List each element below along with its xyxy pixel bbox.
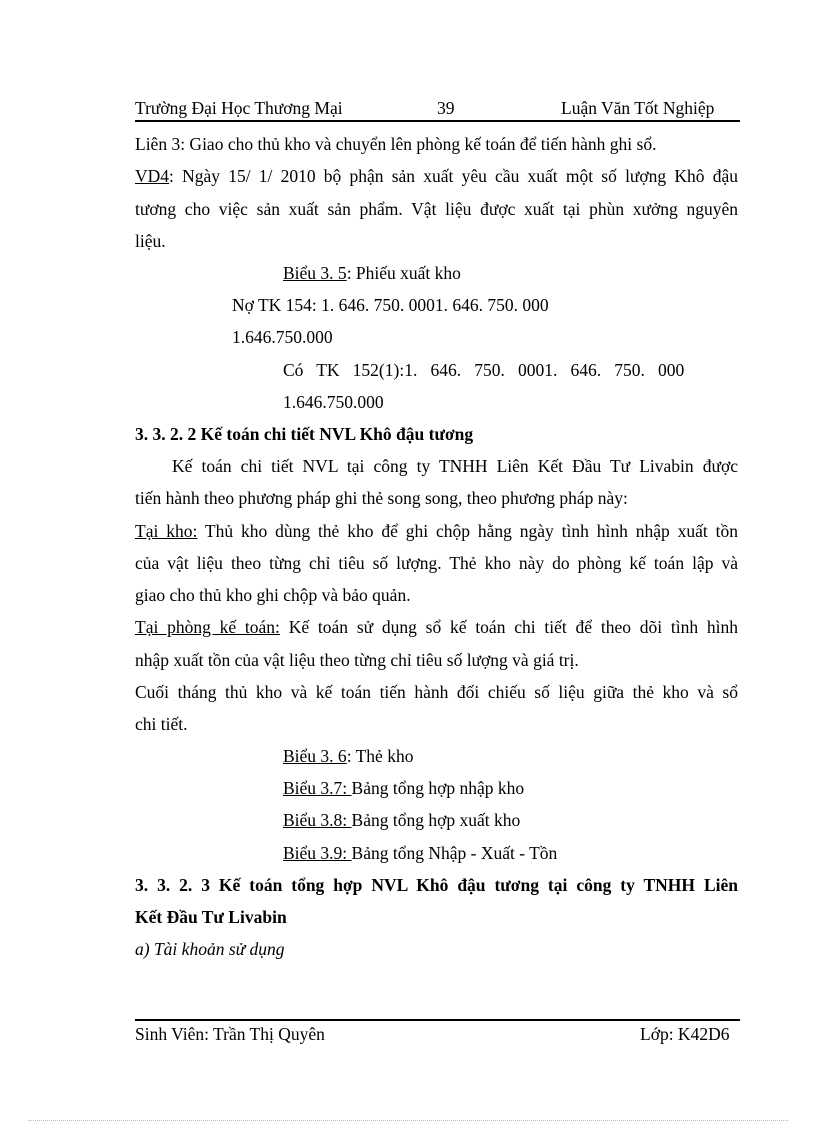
bieu-3-5-text: : Phiếu xuất kho — [346, 263, 461, 283]
bieu-3-8-label: Biểu 3.8: — [283, 810, 352, 830]
taikho-line1 — [135, 521, 738, 541]
bieu-3-5 — [283, 263, 461, 283]
paragraph-chitiet-line1: Kế toán chi tiết NVL tại công ty TNHH Liên Kết Đầu Tư Livabin được — [172, 456, 738, 476]
credit-amount: 1.646.750.000 — [283, 392, 384, 412]
taikho-line3: giao cho thủ kho ghi chộp và bảo quản. — [135, 585, 411, 605]
taikho-text: Thủ kho dùng thẻ kho để ghi chộp hằng ngày tình hình nhập xuất tồn — [197, 521, 738, 541]
paragraph-lien3: Liên 3: Giao cho thủ kho và chuyển lên phòng kế toán để tiến hành ghi sổ. — [135, 134, 657, 154]
footer-student: Sinh Viên: Trần Thị Quyên — [135, 1024, 325, 1044]
bieu-3-8-text: Bảng tổng hợp xuất kho — [351, 810, 521, 830]
vd4-text: : Ngày 15/ 1/ 2010 bộ phận sản xuất yêu cầu xuất một số lượng Khô đậu — [169, 166, 738, 186]
bieu-3-6-text: : Thẻ kho — [346, 746, 414, 766]
cuoithang-line1: Cuối tháng thủ kho và kế toán tiến hành đối chiếu số liệu giữa thẻ kho và sổ — [135, 682, 738, 702]
bieu-3-9-text: Bảng tổng Nhập - Xuất - Tồn — [351, 843, 558, 863]
example-vd4-line1 — [135, 166, 738, 186]
bieu-3-8 — [283, 810, 520, 830]
subsection-a: a) Tài khoản sử dụng — [135, 939, 285, 959]
footer-rule — [135, 1019, 740, 1021]
cuoithang-line2: chi tiết. — [135, 714, 188, 734]
taikho-label: Tại kho: — [135, 521, 198, 541]
vd4-label: VD4 — [135, 166, 170, 186]
taiphong-label: Tại phòng kế toán: — [135, 617, 280, 637]
bieu-3-6-label: Biểu 3. 6 — [283, 746, 347, 766]
header-page-number: 39 — [437, 98, 455, 118]
bieu-3-5-label: Biểu 3. 5 — [283, 263, 347, 283]
example-vd4-line3: liệu. — [135, 231, 166, 251]
header-rule — [135, 120, 740, 122]
bieu-3-9 — [283, 843, 557, 863]
bieu-3-7-text: Bảng tổng hợp nhập kho — [351, 778, 525, 798]
example-vd4-line2: tương cho việc sản xuất sản phẩm. Vật liệu được xuất tại phùn xưởng nguyên — [135, 199, 738, 219]
bieu-3-9-label: Biểu 3.9: — [283, 843, 352, 863]
credit-entry: Có TK 152(1):1. 646. 750. 0001. 646. 750. 000 — [283, 360, 685, 380]
taikho-line2: của vật liệu theo từng chỉ tiêu số lượng. Thẻ kho này do phòng kế toán lập và — [135, 553, 738, 573]
header-school: Trường Đại Học Thương Mại — [135, 98, 343, 118]
debit-entry: Nợ TK 154: 1. 646. 750. 0001. 646. 750. 000 — [232, 295, 549, 315]
page-bottom-dotted-edge — [28, 1120, 788, 1121]
taiphong-line2: nhập xuất tồn của vật liệu theo từng chỉ tiêu số lượng và giá trị. — [135, 650, 579, 670]
footer-class: Lớp: K42D6 — [640, 1024, 730, 1044]
section-heading-3323-line1: 3. 3. 2. 3 Kế toán tổng hợp NVL Khô đậu tương tại công ty TNHH Liên — [135, 875, 738, 895]
taiphong-line1 — [135, 617, 738, 637]
debit-amount: 1.646.750.000 — [232, 327, 333, 347]
paragraph-chitiet-line2: tiến hành theo phương pháp ghi thẻ song song, theo phương pháp này: — [135, 488, 628, 508]
header-doc-type: Luận Văn Tốt Nghiệp — [561, 98, 715, 118]
bieu-3-6 — [283, 746, 413, 766]
bieu-3-7 — [283, 778, 524, 798]
section-heading-3323-line2: Kết Đầu Tư Livabin — [135, 907, 287, 927]
taiphong-text: Kế toán sử dụng sổ kế toán chi tiết để theo dõi tình hình — [279, 617, 739, 637]
section-heading-3322: 3. 3. 2. 2 Kế toán chi tiết NVL Khô đậu tương — [135, 424, 474, 444]
bieu-3-7-label: Biểu 3.7: — [283, 778, 352, 798]
